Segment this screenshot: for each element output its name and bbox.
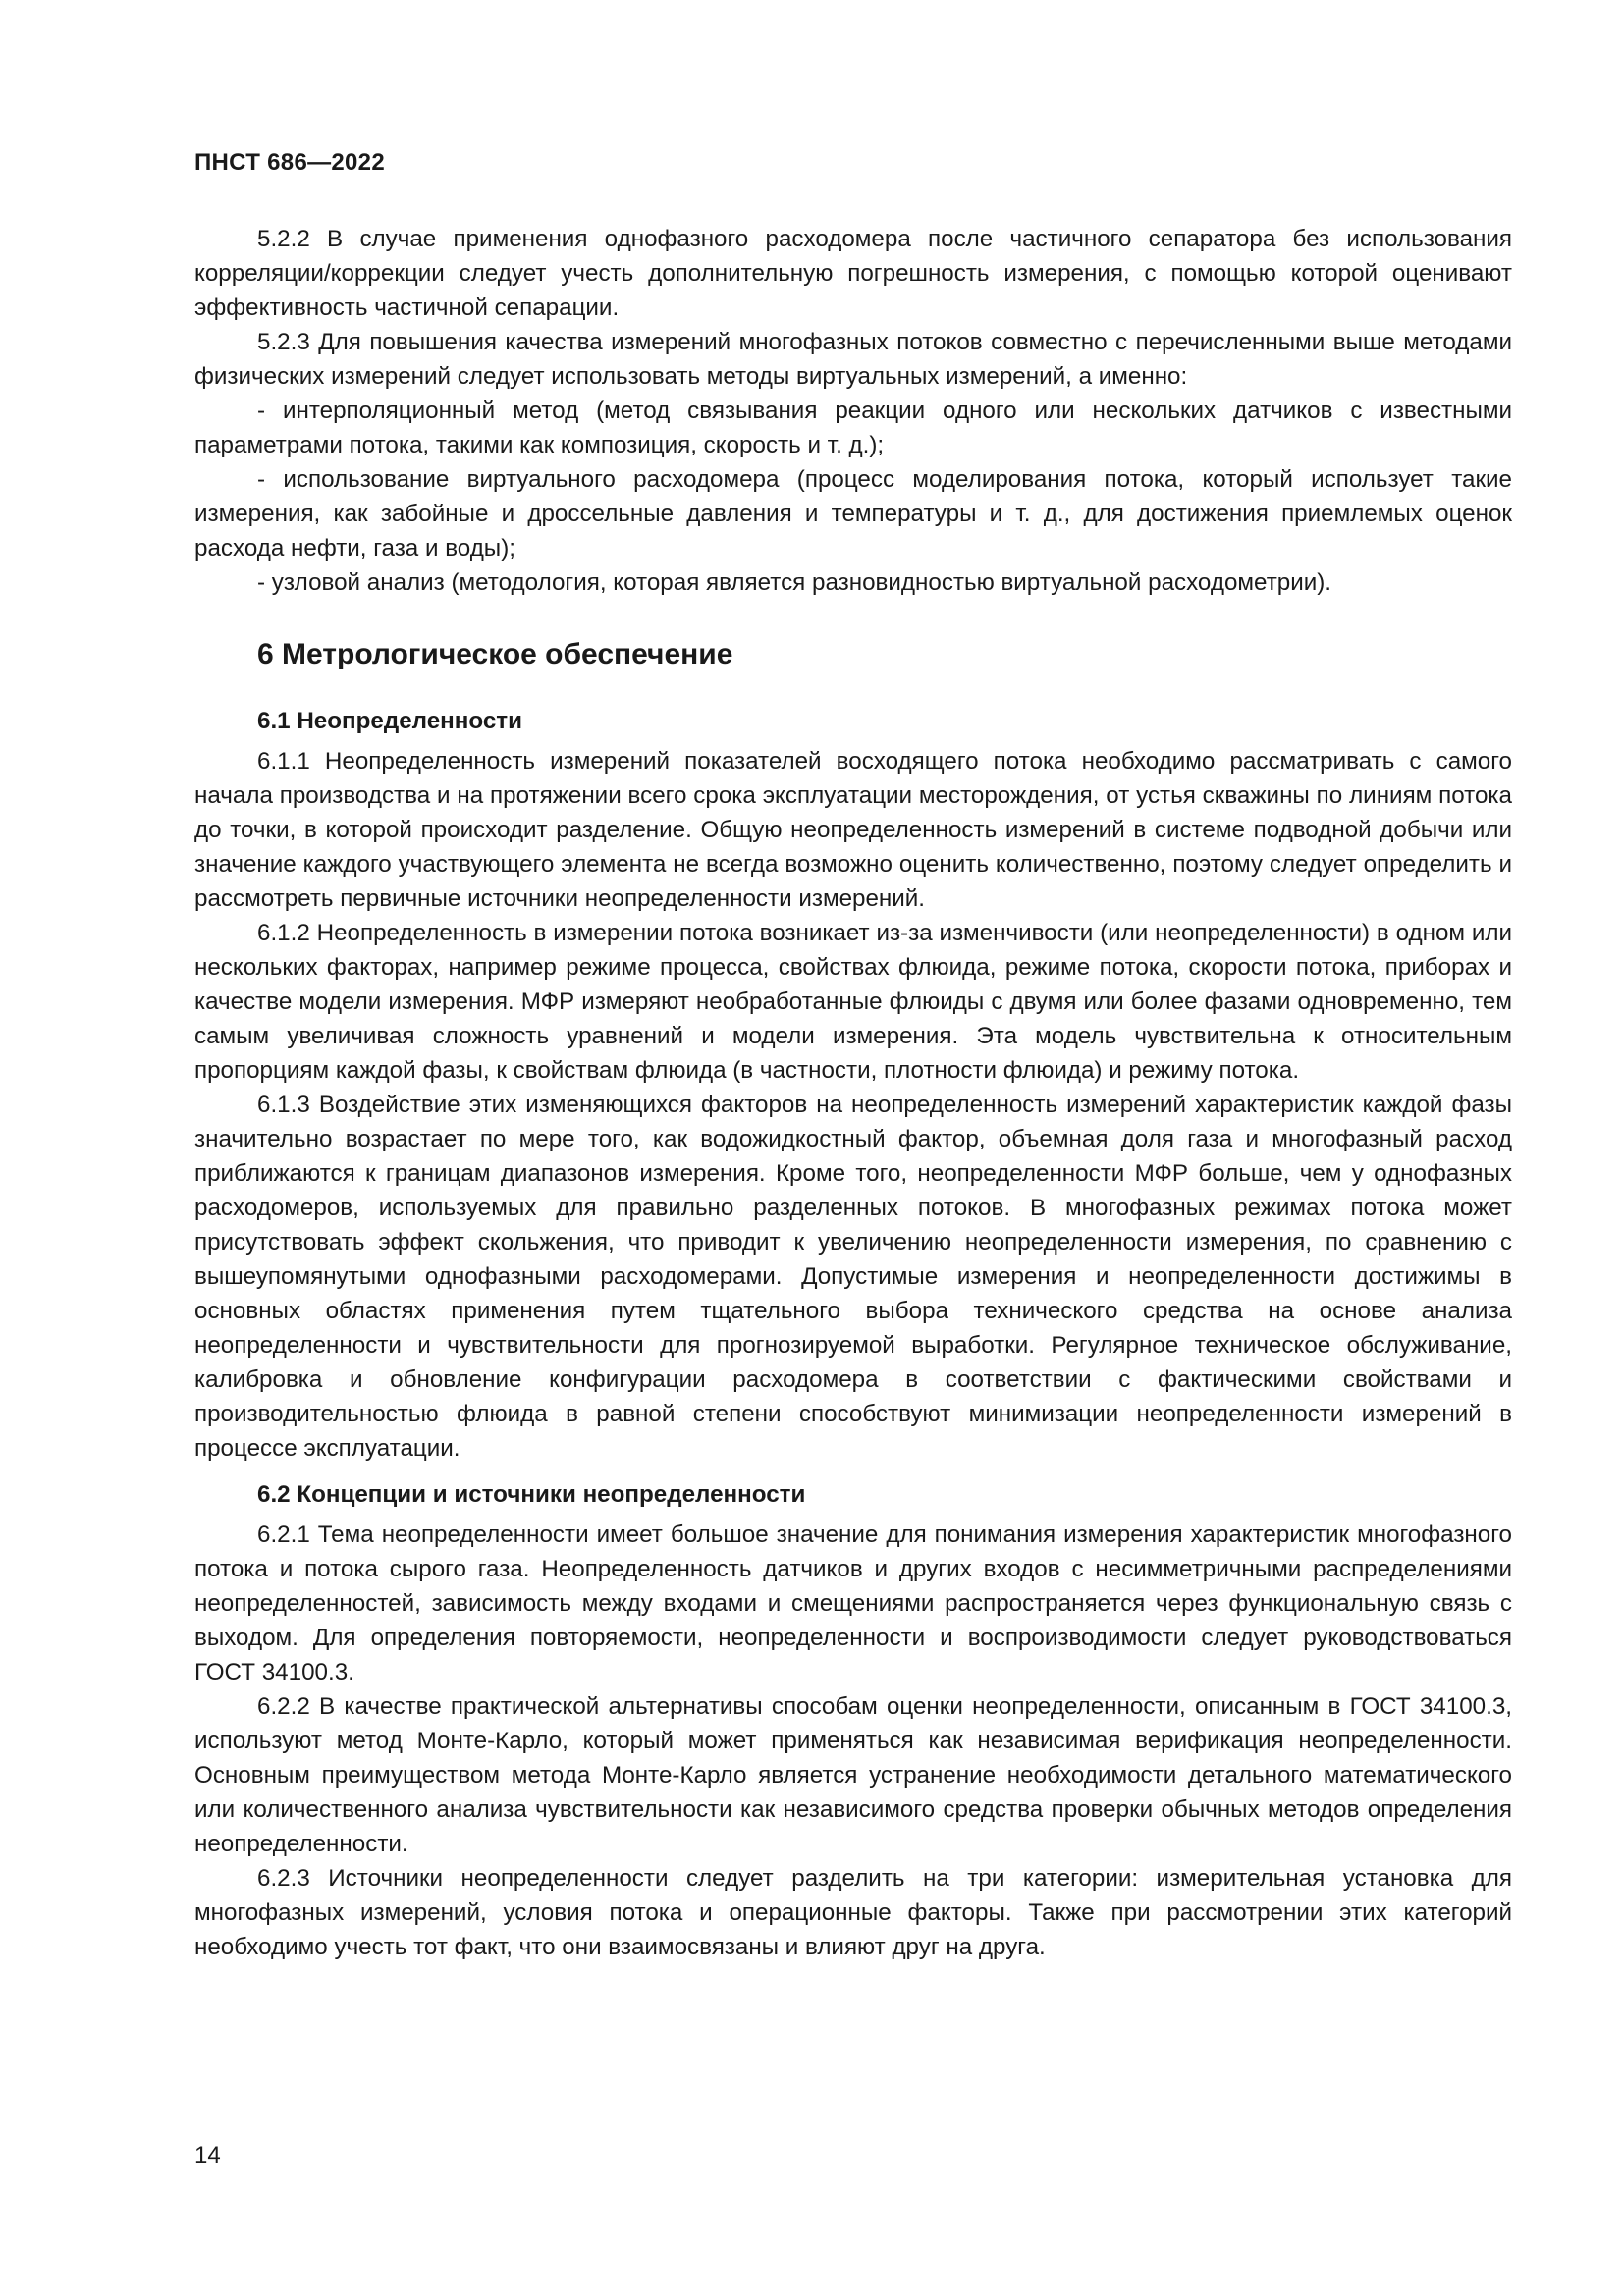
paragraph-6-1-1: 6.1.1 Неопределенность измерений показателей восходящего потока необходимо рассматривать с самого начала производства и на протяжении всего срока эксплуатации месторождения, от устья скважины по линиям потока до точки, в которой происходит разделение. Общую неопределенность измерений в системе подводной добычи или значение каждого участвующего элемента не всегда возможно оценить количественно, поэтому следует определить и рассмотреть первичные источники неопределенности измерений. (194, 748, 1512, 912)
page-content (194, 222, 1512, 1964)
paragraph-6-2-1: 6.2.1 Тема неопределенности имеет большое значение для понимания измерения характеристик многофазного потока и потока сырого газа. Неопределенность датчиков и других входов с несимметричными распределениями неопределенностей, зависимость между входами и смещениями распространяется через функциональную связь с выходом. Для определения повторяемости, неопределенности и воспроизводимости следует руководствоваться ГОСТ 34100.3. (194, 1522, 1512, 1685)
section-6-heading: 6 Метрологическое обеспечение (257, 638, 733, 670)
list-item-interpolation-method: - интерполяционный метод (метод связывания реакции одного или нескольких датчиков с известными параметрами потока, такими как композиция, скорость и т. д.); (194, 398, 1512, 458)
paragraph-5-2-3: 5.2.3 Для повышения качества измерений многофазных потоков совместно с перечисленными выше методами физических измерений следует использовать методы виртуальных измерений, а именно: (194, 329, 1512, 390)
paragraph-6-1-3: 6.1.3 Воздействие этих изменяющихся факторов на неопределенность измерений характеристик каждой фазы значительно возрастает по мере того, как водожидкостный фактор, объемная доля газа и многофазный расход приближаются к границам диапазонов измерения. Кроме того, неопределенности МФР больше, чем у однофазных расходомеров, используемых для правильно разделенных потоков. В многофазных режимах потока может присутствовать эффект скольжения, что приводит к увеличению неопределенности измерения, по сравнению с вышеупомянутыми однофазными расходомерами. Допустимые измерения и неопределенности достижимы в основных областях применения путем тщательного выбора технического средства на основе анализа неопределенности и чувствительности для прогнозируемой выработки. Регулярное техническое обслуживание, калибровка и обновление конфигурации расходомера в соответствии с фактическими свойствами и производительностью флюида в равной степени способствуют минимизации неопределенности измерений в процессе эксплуатации. (194, 1092, 1512, 1462)
list-item-nodal-analysis: - узловой анализ (методология, которая является разновидностью виртуальной расходометрии). (257, 569, 1332, 596)
paragraph-6-2-2: 6.2.2 В качестве практической альтернативы способам оценки неопределенности, описанным в ГОСТ 34100.3, используют метод Монте-Карло, который может применяться как независимая верификация неопределенности. Основным преимуществом метода Монте-Карло является устранение необходимости детального математического или количественного анализа чувствительности как независимого средства проверки обычных методов определения неопределенности. (194, 1693, 1512, 1857)
subsection-6-1-heading: 6.1 Неопределенности (257, 708, 523, 734)
paragraph-6-2-3: 6.2.3 Источники неопределенности следует разделить на три категории: измерительная установка для многофазных измерений, условия потока и операционные факторы. Также при рассмотрении этих категорий необходимо учесть тот факт, что они взаимосвязаны и влияют друг на друга. (194, 1865, 1512, 1960)
paragraph-6-1-2: 6.1.2 Неопределенность в измерении потока возникает из-за изменчивости (или неопределенности) в одном или нескольких факторах, например режиме процесса, свойствах флюида, режиме потока, скорости потока, приборах и качестве модели измерения. МФР измеряют необработанные флюиды с двумя или более фазами одновременно, тем самым увеличивая сложность уравнений и модели измерения. Эта модель чувствительна к относительным пропорциям каждой фазы, к свойствам флюида (в частности, плотности флюида) и режиму потока. (194, 920, 1512, 1084)
page-number: 14 (194, 2142, 221, 2168)
paragraph-5-2-2: 5.2.2 В случае применения однофазного расходомера после частичного сепаратора без использования корреляции/коррекции следует учесть дополнительную погрешность измерения, с помощью которой оценивают эффективность частичной сепарации. (194, 226, 1512, 321)
standard-code-header: ПНСТ 686—2022 (194, 149, 385, 176)
subsection-6-2-heading: 6.2 Концепции и источники неопределенности (257, 1481, 806, 1508)
list-item-virtual-flowmeter: - использование виртуального расходомера (процесс моделирования потока, который использует такие измерения, как забойные и дроссельные давления и температуры и т. д., для достижения приемлемых оценок расхода нефти, газа и воды); (194, 466, 1512, 561)
